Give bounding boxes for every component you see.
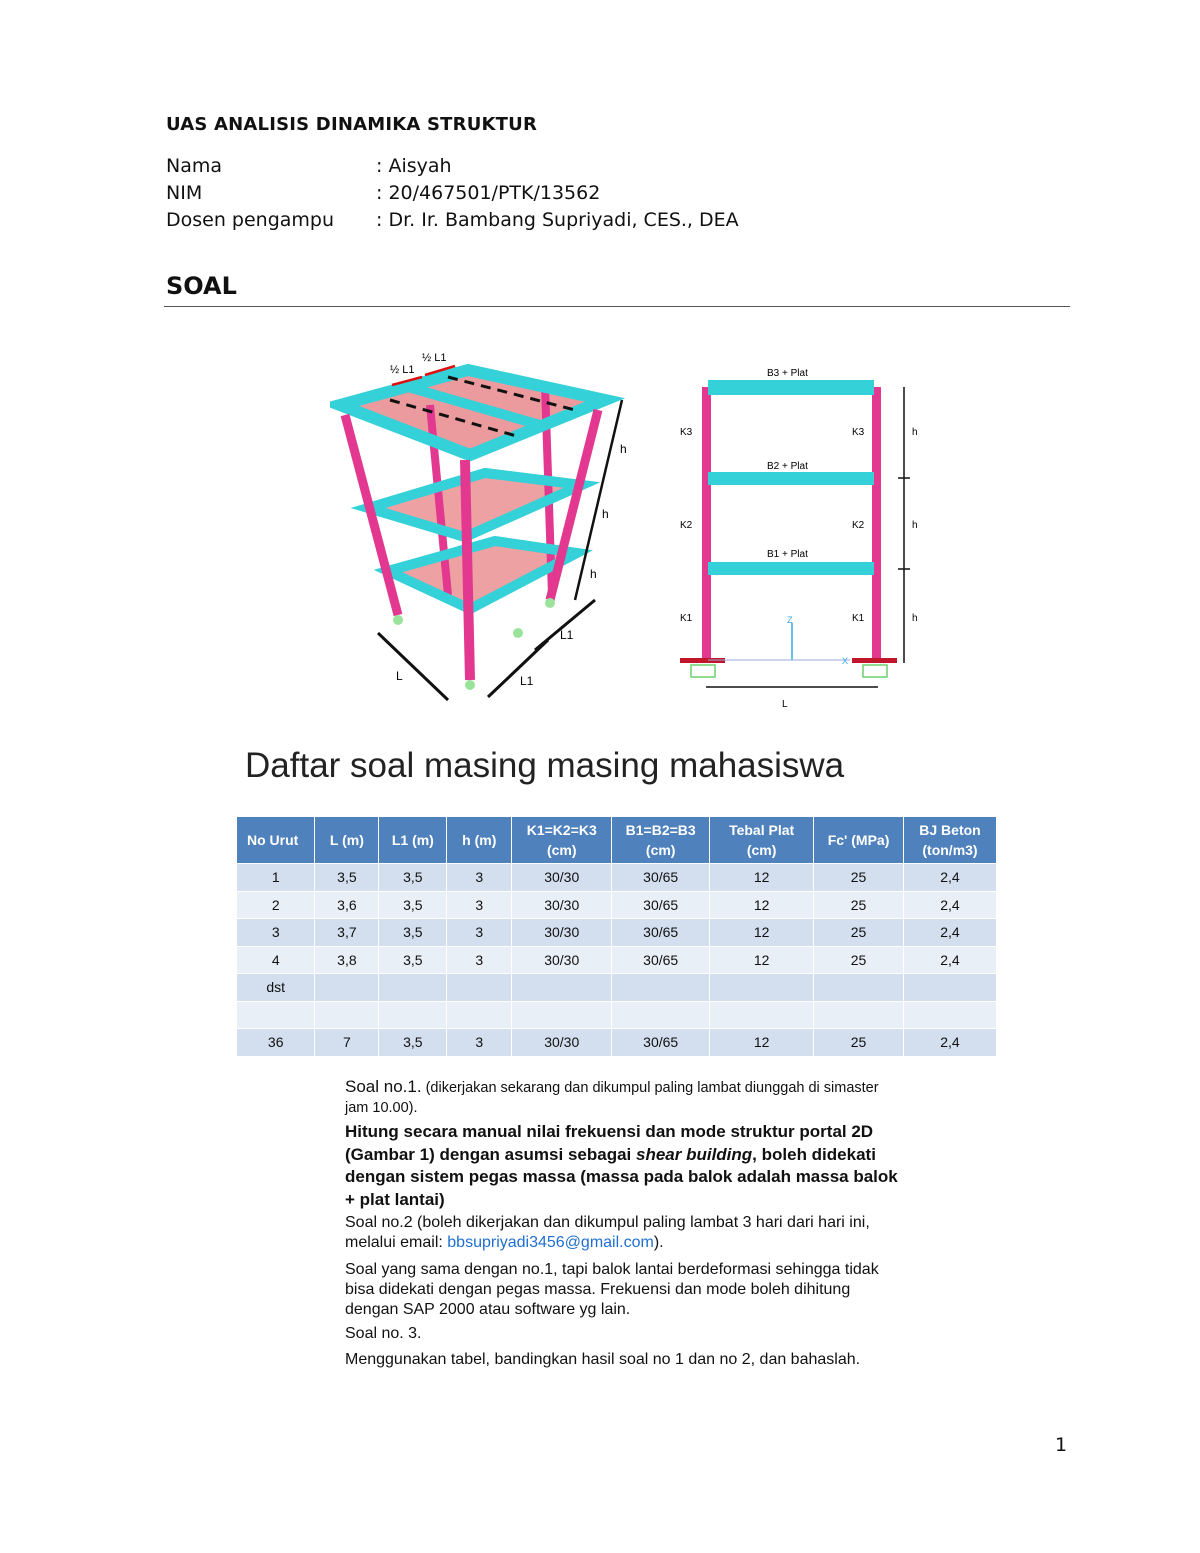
support-icon <box>863 665 887 677</box>
info-row-dosen <box>166 209 739 231</box>
question-1 <box>345 1077 905 1211</box>
table-cell <box>612 1001 710 1029</box>
table-cell <box>903 974 996 1002</box>
table-cell <box>512 974 612 1002</box>
label-half-l1: ½ L1 <box>422 352 447 364</box>
label-k1: K1 <box>680 613 693 624</box>
table-cell <box>710 974 814 1002</box>
table-row <box>237 919 997 947</box>
q2-note: Soal no.2 (boleh dikerjakan dan dikumpul paling lambat 3 hari dari hari ini, melalui email: <box>345 1214 870 1251</box>
table-cell: 25 <box>814 1029 904 1056</box>
table-cell: 30/65 <box>612 1029 710 1056</box>
table-cell: 2,4 <box>903 919 996 947</box>
table-cell: 12 <box>710 946 814 974</box>
table-header-row <box>237 817 997 864</box>
table-row <box>237 891 997 919</box>
table-cell <box>612 974 710 1002</box>
q1-body-italic: shear building <box>635 1144 753 1164</box>
table-cell: 30/30 <box>512 919 612 947</box>
left-column <box>702 387 711 662</box>
table-cell: 12 <box>710 864 814 892</box>
beam-b3 <box>708 380 874 395</box>
table-cell: 3 <box>447 1029 512 1056</box>
table-cell: 1 <box>237 864 315 892</box>
table-cell: 2,4 <box>903 864 996 892</box>
table-row <box>237 864 997 892</box>
info-value: : Dr. Ir. Bambang Supriyadi, CES., DEA <box>376 209 739 231</box>
header-balok: B1=B2=B3 (cm) <box>612 817 710 864</box>
column <box>465 460 470 680</box>
table-cell <box>379 974 447 1002</box>
table-cell: 30/30 <box>512 864 612 892</box>
isometric-3d-frame <box>340 352 627 700</box>
table-cell <box>814 974 904 1002</box>
support-icon <box>465 680 475 690</box>
label-l: L <box>782 699 788 710</box>
table-cell: 3 <box>447 864 512 892</box>
table-cell <box>447 974 512 1002</box>
height-dimension <box>575 400 622 600</box>
label-k2: K2 <box>852 520 865 531</box>
label-b1: B1 + Plat <box>767 549 808 560</box>
support-icon <box>393 615 403 625</box>
table-cell: 3,5 <box>379 864 447 892</box>
q1-label: Soal no.1. <box>345 1077 422 1096</box>
q1-body-end: , boleh didekati dengan sistem pegas massa (massa pada balok adalah massa balok + plat lantai) <box>345 1144 898 1209</box>
label-z: Z <box>787 615 793 625</box>
label-k1: K1 <box>852 613 865 624</box>
problem-table <box>237 817 997 1056</box>
table-row <box>237 974 997 1002</box>
table-cell: 3,5 <box>379 1029 447 1056</box>
support-icon <box>545 598 555 608</box>
label-k2: K2 <box>680 520 693 531</box>
question-2-body: Soal yang sama dengan no.1, tapi balok lantai berdeformasi sehingga tidak bisa didekati dengan pegas massa. Frekuensi dan mode boleh dihitung dengan SAP 2000 atau software yg lain. <box>345 1261 879 1318</box>
question-3-body: Menggunakan tabel, bandingkan hasil soal no 1 dan no 2, dan bahaslah. <box>345 1351 861 1368</box>
dimension-l1 <box>535 600 595 650</box>
support-icon <box>513 628 523 638</box>
q1-note: (dikerjakan sekarang dan dikumpul paling lambat diunggah di simaster jam 10.00). <box>345 1080 879 1116</box>
info-row-nim <box>166 182 600 204</box>
q1-body: Hitung secara manual nilai frekuensi dan mode struktur portal 2D (Gambar 1) dengan asumsi sebagai <box>345 1122 874 1164</box>
table-cell <box>710 1001 814 1029</box>
table-cell: 2,4 <box>903 1029 996 1056</box>
table-row <box>237 1029 997 1056</box>
table-cell: 30/30 <box>512 946 612 974</box>
table-cell: 3,5 <box>315 864 379 892</box>
info-label: Nama <box>166 155 223 177</box>
label-h: h <box>590 567 597 581</box>
table-cell: 25 <box>814 919 904 947</box>
section-title: SOAL <box>166 272 237 300</box>
table-cell: 12 <box>710 1029 814 1056</box>
table-cell: 3,5 <box>379 891 447 919</box>
table-cell: 36 <box>237 1029 315 1056</box>
beam-b1 <box>708 562 874 575</box>
planar-2d-frame <box>680 368 918 710</box>
table-cell: 30/65 <box>612 946 710 974</box>
header-no-urut: No Urut <box>237 817 315 864</box>
label-half-l1: ½ L1 <box>390 364 415 376</box>
table-row <box>237 946 997 974</box>
table-cell: 3,8 <box>315 946 379 974</box>
support-icon <box>691 665 715 677</box>
table-cell <box>814 1001 904 1029</box>
table-cell: 3,7 <box>315 919 379 947</box>
table-cell: 3,5 <box>379 919 447 947</box>
label-k3: K3 <box>680 427 693 438</box>
label-b2: B2 + Plat <box>767 461 808 472</box>
header-l: L (m) <box>315 817 379 864</box>
table-cell: 3,6 <box>315 891 379 919</box>
table-cell: 25 <box>814 946 904 974</box>
q2-note-end: ). <box>653 1234 664 1251</box>
table-cell <box>237 1001 315 1029</box>
table-cell: 30/30 <box>512 1029 612 1056</box>
table-cell: dst <box>237 974 315 1002</box>
table-cell <box>379 1001 447 1029</box>
table-cell: 2 <box>237 891 315 919</box>
table-cell: 30/65 <box>612 864 710 892</box>
question-3-label: Soal no. 3. <box>345 1325 422 1342</box>
table-cell: 2,4 <box>903 946 996 974</box>
table-cell: 30/30 <box>512 891 612 919</box>
table-cell: 3 <box>447 891 512 919</box>
label-b3: B3 + Plat <box>767 368 808 379</box>
right-column <box>872 387 881 662</box>
table-cell: 25 <box>814 864 904 892</box>
table-title: Daftar soal masing masing mahasiswa <box>245 746 845 785</box>
table-cell <box>315 1001 379 1029</box>
info-row-nama <box>166 155 452 177</box>
label-h: h <box>620 442 627 456</box>
table-cell <box>315 974 379 1002</box>
table-cell: 2,4 <box>903 891 996 919</box>
header-bj-beton: BJ Beton (ton/m3) <box>903 817 996 864</box>
question-2-note <box>345 1213 905 1253</box>
label-h: h <box>912 520 918 531</box>
beam-b2 <box>708 472 874 485</box>
header-tebal-plat: Tebal Plat (cm) <box>710 817 814 864</box>
table-row <box>237 1001 997 1029</box>
table-cell: 30/65 <box>612 919 710 947</box>
label-h: h <box>912 427 918 438</box>
page-number: 1 <box>1055 1434 1068 1456</box>
table-cell <box>903 1001 996 1029</box>
info-label: Dosen pengampu <box>166 209 335 231</box>
table-cell: 30/65 <box>612 891 710 919</box>
table-cell <box>512 1001 612 1029</box>
header-h: h (m) <box>447 817 512 864</box>
header-kolom: K1=K2=K3 (cm) <box>512 817 612 864</box>
info-label: NIM <box>166 182 203 204</box>
table-cell: 12 <box>710 891 814 919</box>
table-cell: 3 <box>237 919 315 947</box>
dimension-l <box>378 633 448 700</box>
email-link[interactable]: bbsupriyadi3456@gmail.com <box>447 1234 654 1251</box>
table-cell: 3 <box>447 919 512 947</box>
table-cell: 3,5 <box>379 946 447 974</box>
structure-figure <box>330 345 930 715</box>
table-cell: 7 <box>315 1029 379 1056</box>
label-x: X <box>842 656 849 666</box>
header-fc: Fc' (MPa) <box>814 817 904 864</box>
label-k3: K3 <box>852 427 865 438</box>
label-l1: L1 <box>560 628 574 642</box>
section-rule <box>164 306 1070 307</box>
header-l1: L1 (m) <box>379 817 447 864</box>
table-cell: 4 <box>237 946 315 974</box>
document-title: UAS ANALISIS DINAMIKA STRUKTUR <box>166 114 538 135</box>
label-l1: L1 <box>520 674 534 688</box>
table-cell <box>447 1001 512 1029</box>
table-cell: 3 <box>447 946 512 974</box>
table-cell: 12 <box>710 919 814 947</box>
info-value: : Aisyah <box>376 155 452 177</box>
label-h: h <box>602 507 609 521</box>
info-value: : 20/467501/PTK/13562 <box>376 182 601 204</box>
label-l: L <box>396 669 403 683</box>
right-support <box>852 658 897 663</box>
label-h: h <box>912 613 918 624</box>
table-cell: 25 <box>814 891 904 919</box>
